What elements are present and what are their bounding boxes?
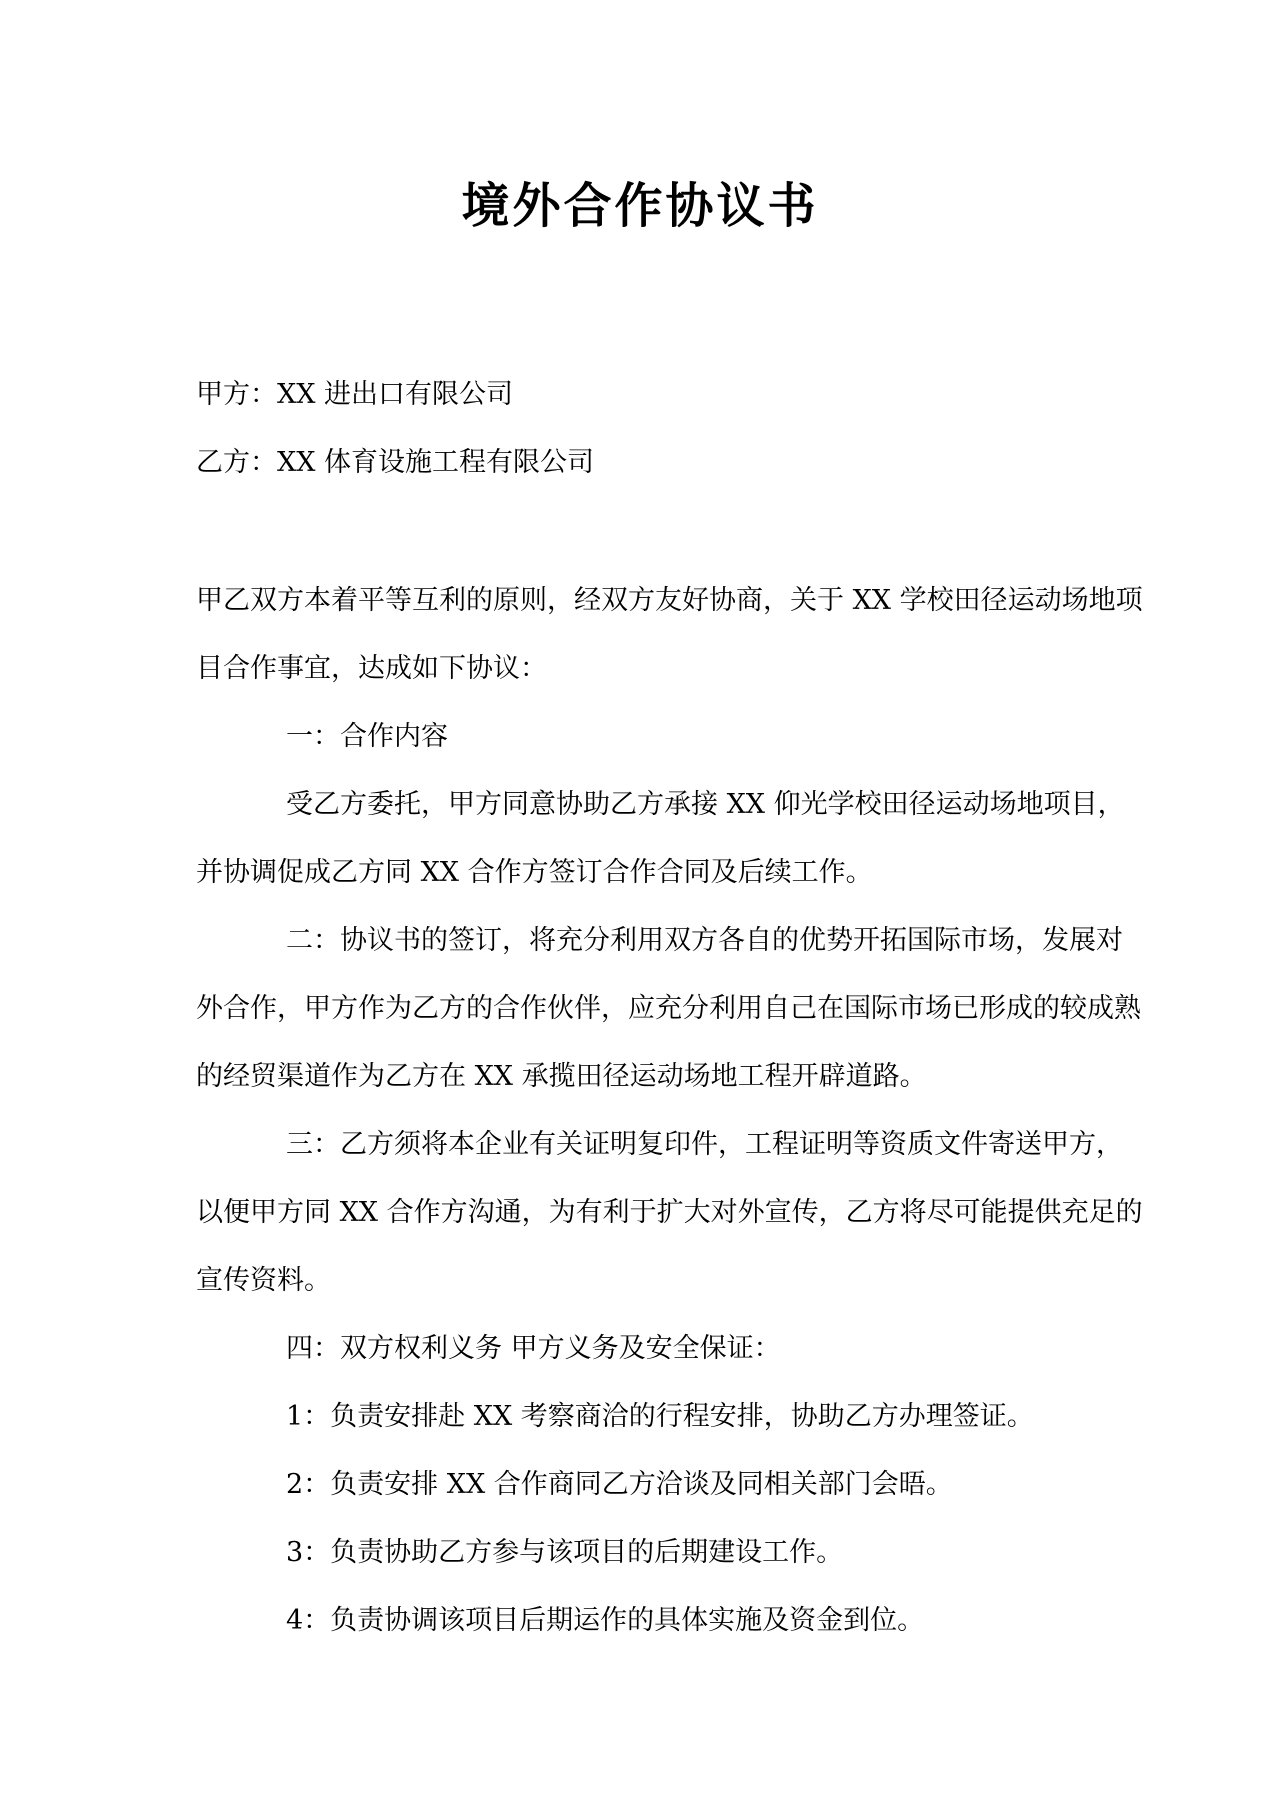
section3-line-3: 宣传资料。 bbox=[196, 1265, 331, 1296]
section4-item-1: 1：负责安排赴 XX 考察商洽的行程安排，协助乙方办理签证。 bbox=[286, 1401, 1034, 1432]
section4-item-3: 3：负责协助乙方参与该项目的后期建设工作。 bbox=[286, 1537, 844, 1568]
section1-line-2: 并协调促成乙方同 XX 合作方签订合作合同及后续工作。 bbox=[196, 857, 873, 888]
document-title: 境外合作协议书 bbox=[461, 178, 819, 234]
section4-item-2: 2：负责安排 XX 合作商同乙方洽谈及同相关部门会晤。 bbox=[286, 1469, 953, 1500]
section3-line-2: 以便甲方同 XX 合作方沟通，为有利于扩大对外宣传，乙方将尽可能提供充足的 bbox=[196, 1197, 1143, 1228]
section4-item-4: 4：负责协调该项目后期运作的具体实施及资金到位。 bbox=[286, 1605, 925, 1636]
section4-heading: 四：双方权利义务 甲方义务及安全保证： bbox=[286, 1333, 781, 1364]
intro-line-2: 目合作事宜，达成如下协议： bbox=[196, 653, 547, 684]
section2-line-3: 的经贸渠道作为乙方在 XX 承揽田径运动场地工程开辟道路。 bbox=[196, 1061, 927, 1092]
intro-line-1: 甲乙双方本着平等互利的原则，经双方友好协商，关于 XX 学校田径运动场地项 bbox=[196, 585, 1143, 616]
section3-line-1: 三：乙方须将本企业有关证明复印件，工程证明等资质文件寄送甲方， bbox=[286, 1129, 1123, 1160]
section1-line-1: 受乙方委托，甲方同意协助乙方承接 XX 仰光学校田径运动场地项目， bbox=[286, 789, 1125, 820]
section2-line-1: 二：协议书的签订，将充分利用双方各自的优势开拓国际市场，发展对 bbox=[286, 925, 1123, 956]
party-a-line: 甲方：XX 进出口有限公司 bbox=[196, 379, 514, 410]
section1-heading: 一：合作内容 bbox=[286, 721, 448, 752]
section2-line-2: 外合作，甲方作为乙方的合作伙伴，应充分利用自己在国际市场已形成的较成熟 bbox=[196, 993, 1141, 1024]
party-b-line: 乙方：XX 体育设施工程有限公司 bbox=[196, 447, 595, 478]
